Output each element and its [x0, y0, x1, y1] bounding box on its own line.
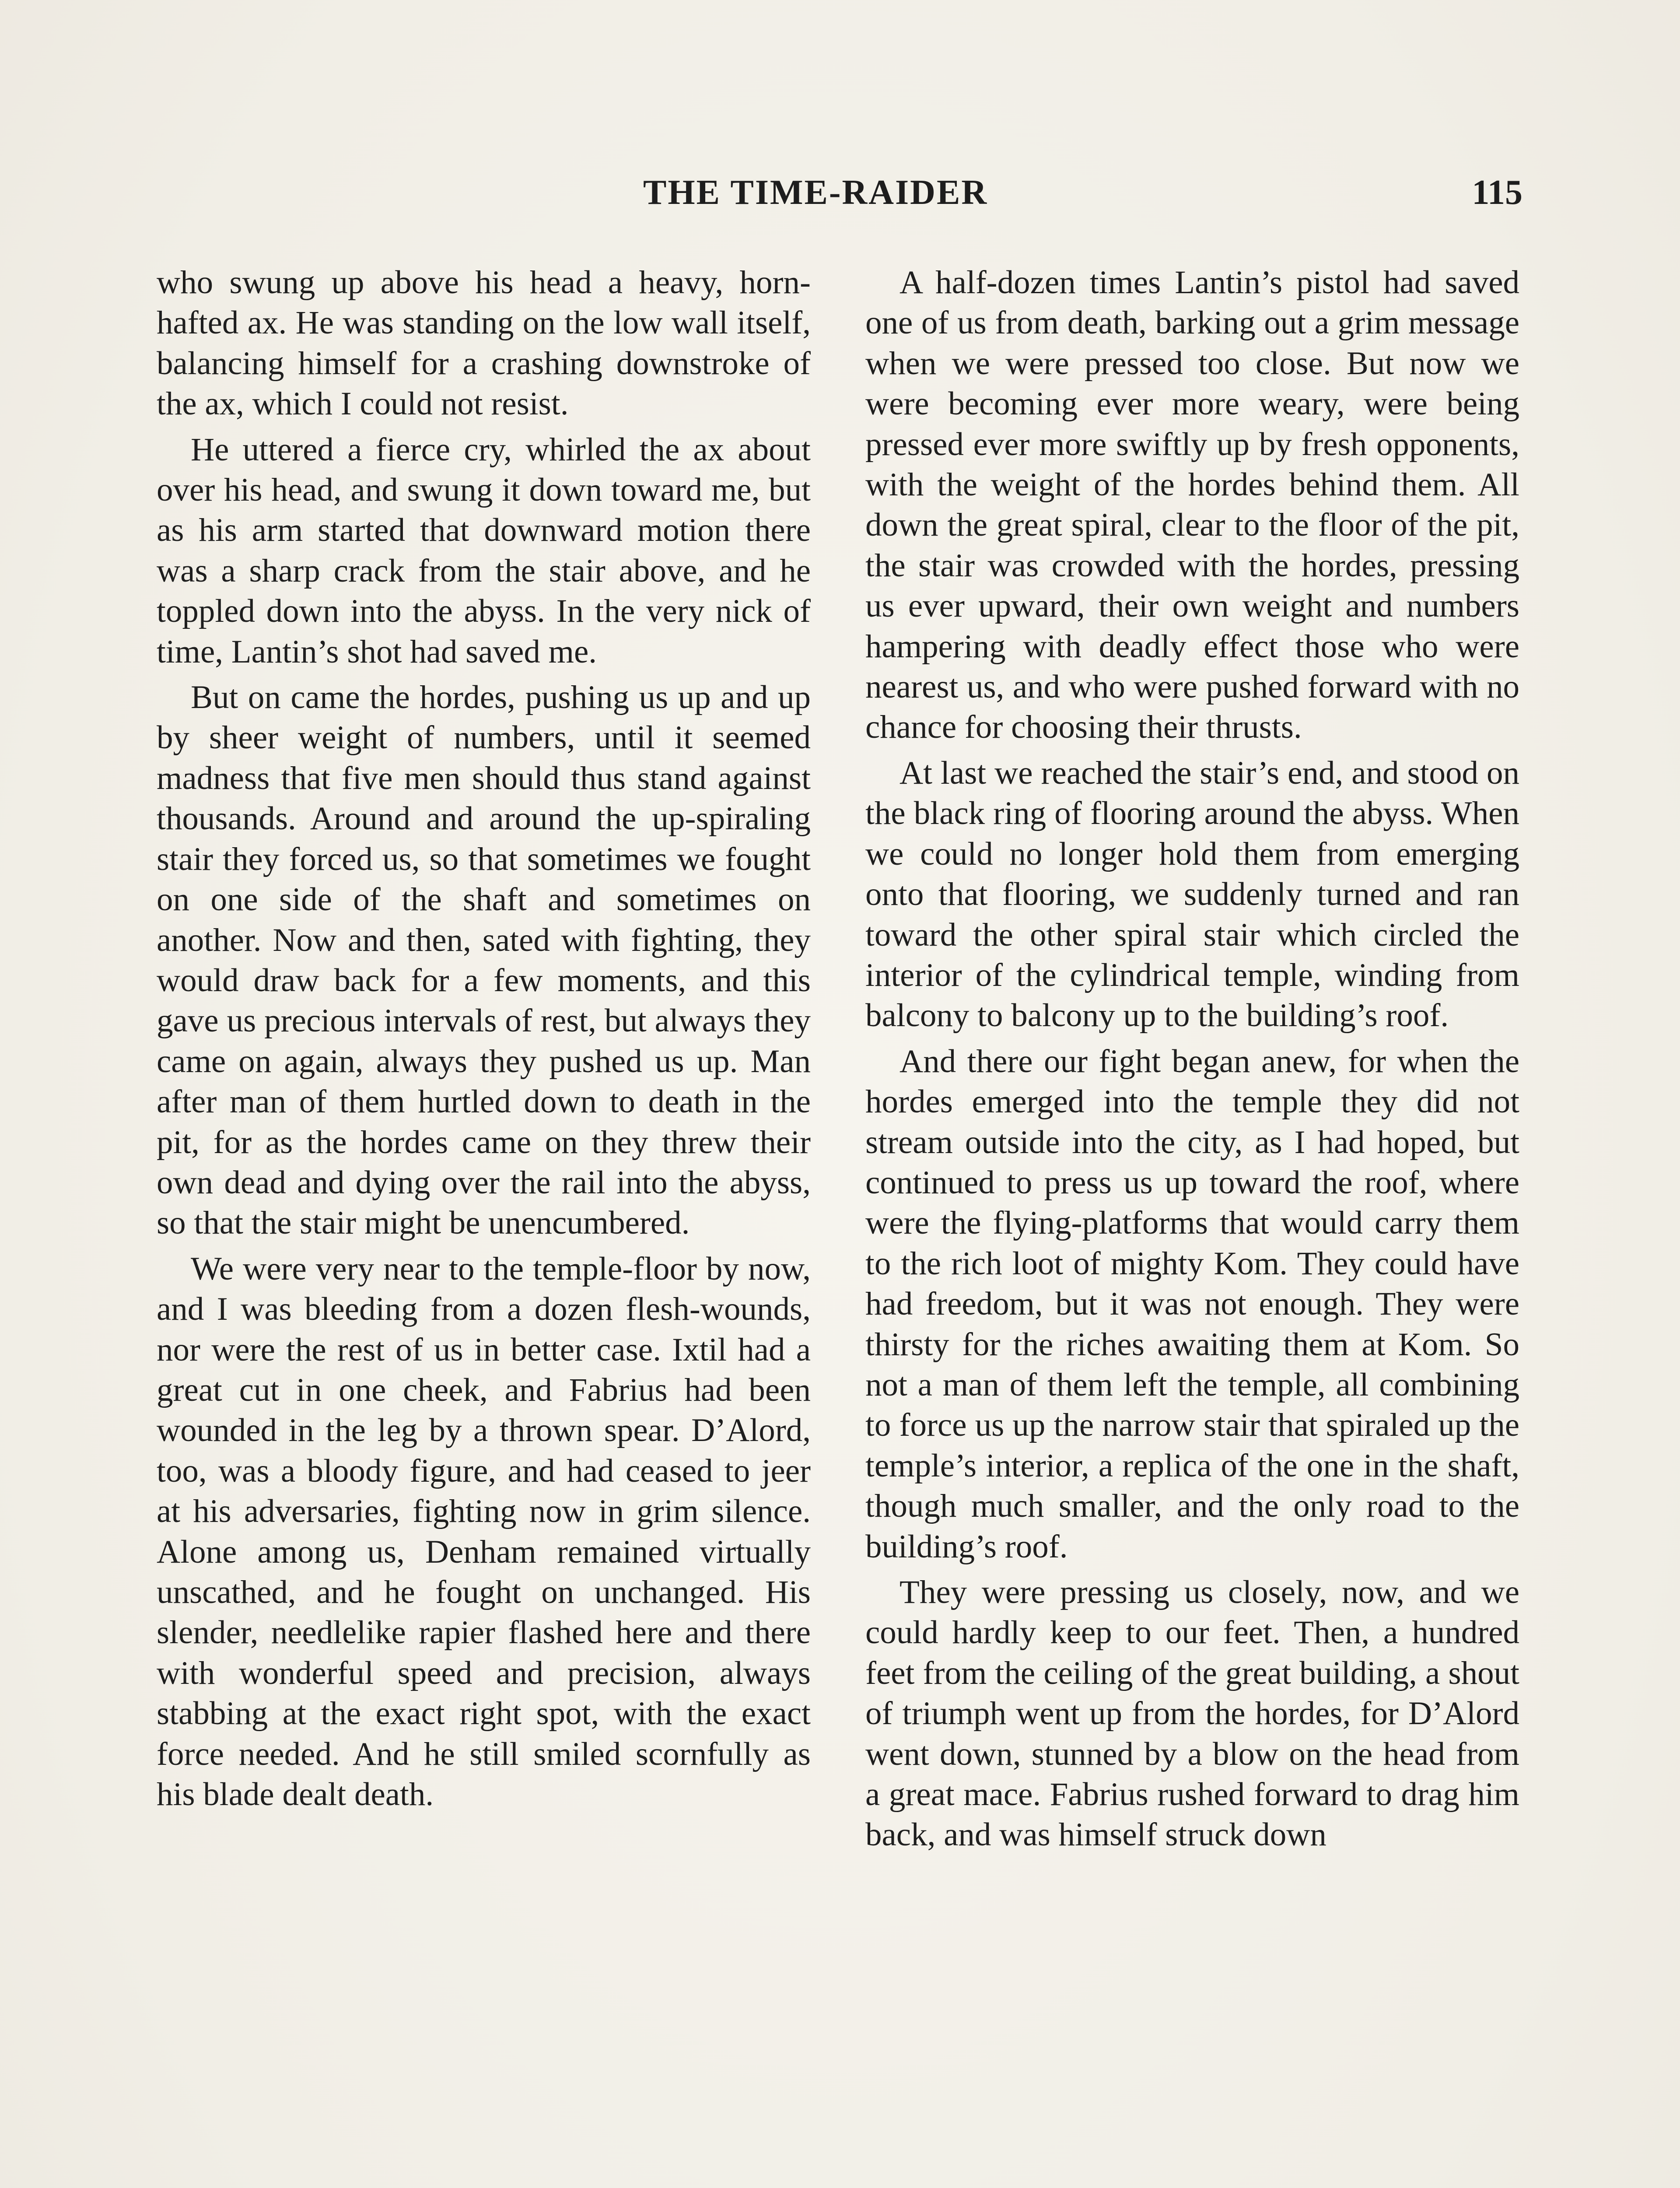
paragraph: He uttered a fierce cry, whirled the ax about over his head, and swung it down toward me, but as his arm started that downward motion there was a sharp crack from the stair above, and he toppled down into the abyss. In the very nick of time, Lantin’s shot had saved me.: [157, 431, 811, 670]
paragraph: who swung up above his head a heavy, horn-hafted ax. He was standing on the low wall itself, balancing himself for a crashing downstroke of the ax, which I could not resist.: [157, 264, 811, 422]
page-number: 115: [1472, 173, 1522, 212]
paragraph: At last we reached the stair’s end, and stood on the black ring of flooring around the abyss. When we could no longer hold them from emerging onto that flooring, we suddenly turned and ran toward the other spiral stair which circled the interior of the cylindrical temple, winding from balcony to balcony up to the building’s roof.: [865, 754, 1519, 1034]
paragraph: We were very near to the temple-floor by now, and I was bleeding from a dozen flesh-wounds, nor were the rest of us in better case. Ixtil had a great cut in one cheek, and Fabrius had been wounded in the leg by a thrown spear. D’Alord, too, was a bloody figure, and had ceased to jeer at his adversaries, fighting now in grim silence. Alone among us, Denham remained virtually unscathed, and he fought on unchanged. His slender, needlelike rapier flashed here and there with wonderful speed and precision, always stabbing at the exact right spot, with the exact force needed. And he still smiled scornfully as his blade dealt death.: [157, 1250, 811, 1813]
right-column: [865, 263, 1519, 1861]
running-header: [643, 168, 1522, 217]
paragraph: But on came the hordes, pushing us up and up by sheer weight of numbers, until it seemed madness that five men should thus stand against thousands. Around and around the up-spiraling stair they forced us, so that sometimes we fought on one side of the shaft and sometimes on another. Now and then, sated with fighting, they would draw back for a few moments, and this gave us precious intervals of rest, but always they came on again, always they pushed us up. Man after man of them hurtled down to death in the pit, for as the hordes came on they threw their own dead and dying over the rail into the abyss, so that the stair might be unencumbered.: [157, 679, 811, 1241]
paragraph: And there our fight began anew, for when the hordes emerged into the temple they did not stream outside into the city, as I had hoped, but continued to press us up toward the roof, where were the flying-platforms that would carry them to the rich loot of mighty Kom. They could have had freedom, but it was not enough. They were thirsty for the riches awaiting them at Kom. So not a man of them left the temple, all combining to force us up the narrow stair that spiraled up the temple’s interior, a replica of the one in the shaft, though much smaller, and the only road to the building’s roof.: [865, 1043, 1519, 1565]
paragraph: A half-dozen times Lantin’s pistol had saved one of us from death, barking out a grim message when we were pressed too close. But now we were becoming ever more weary, were being pressed ever more swiftly up by fresh opponents, with the weight of the hordes behind them. All down the great spiral, clear to the floor of the pit, the stair was crowded with the hordes, pressing us ever upward, their own weight and numbers hampering with deadly effect those who were nearest us, and who were pushed forward with no chance for choosing their thrusts.: [865, 264, 1519, 746]
left-column: [157, 263, 811, 1820]
paragraph: They were pressing us closely, now, and we could hardly keep to our feet. Then, a hundred feet from the ceiling of the great building, a shout of triumph went up from the hordes, for D’Alord went down, stunned by a blow on the head from a great mace. Fabrius rushed forward to drag him back, and was himself struck down: [865, 1574, 1519, 1853]
running-title: THE TIME-RAIDER: [643, 173, 988, 212]
